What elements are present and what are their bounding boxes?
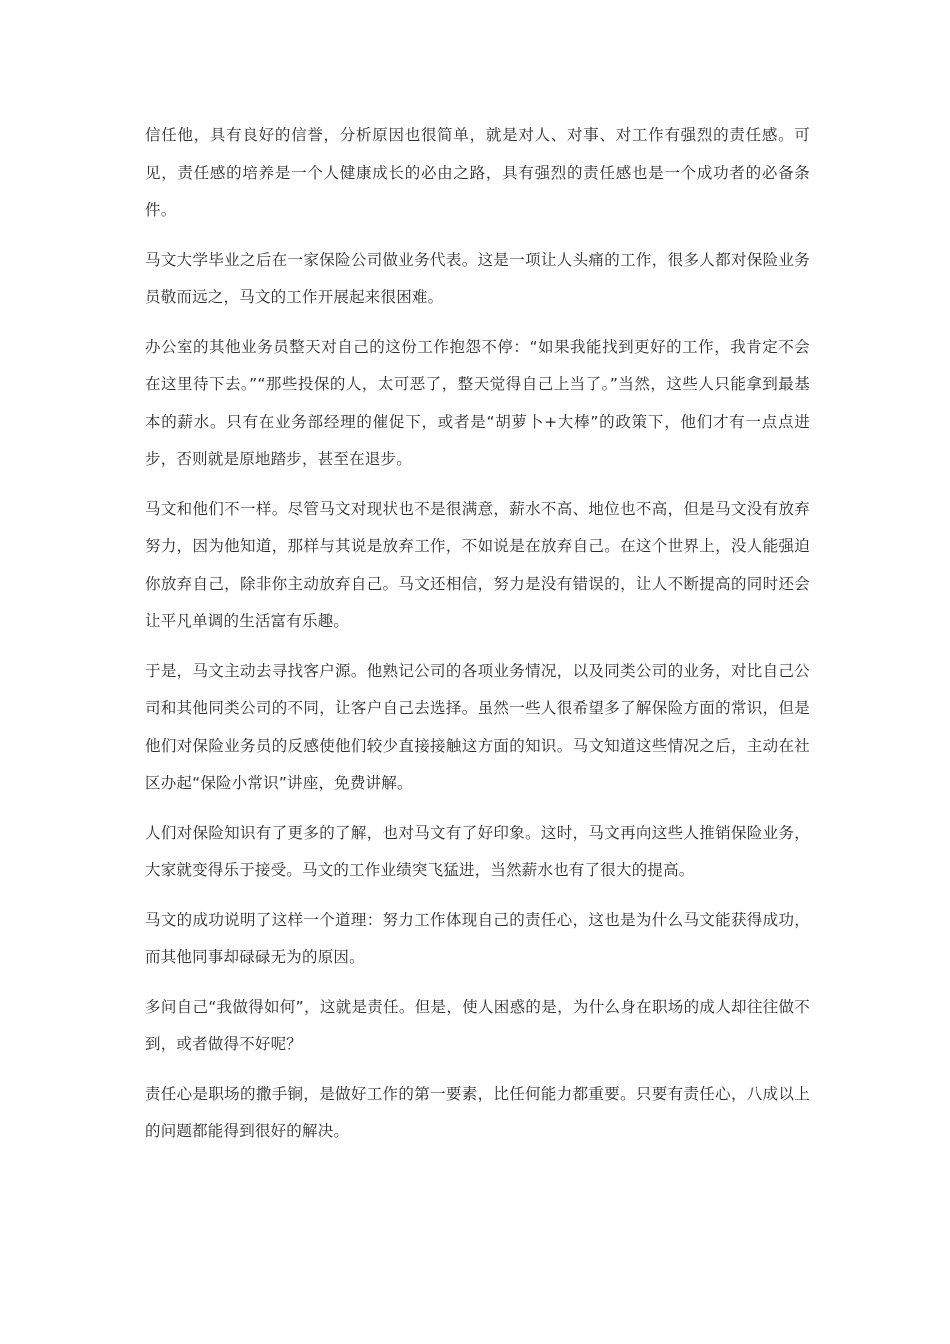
paragraph-3: 办公室的其他业务员整天对自己的这份工作抱怨不停：“如果我能找到更好的工作，我肯定不会在这里待下去。”“那些投保的人，太可恶了，整天觉得自己上当了。”当然，这些人只能拿到最基本的薪水。只有在业务部经理的催促下，或者是“胡萝卜+大棒”的政策下，他们才有一点点进步，否则就是原地踏步，甚至在退步。: [145, 337, 810, 468]
paragraph-1: 信任他，具有良好的信誉，分析原因也很简单，就是对人、对事、对工作有强烈的责任感。可见，责任感的培养是一个人健康成长的必由之路，具有强烈的责任感也是一个成功者的必备条件。: [145, 126, 810, 219]
paragraph-9: 责任心是职场的撒手锏，是做好工作的第一要素，比任何能力都重要。只要有责任心，八成以上的问题都能得到很好的解决。: [145, 1084, 810, 1140]
article-body: [145, 117, 810, 1163]
paragraph-5: 于是，马文主动去寻找客户源。他熟记公司的各项业务情况，以及同类公司的业务，对比自己公司和其他同类公司的不同，让客户自己去选择。虽然一些人很希望多了解保险方面的常识，但是他们对保险业务员的反感使他们较少直接接触这方面的知识。马文知道这些情况之后，主动在社区办起“保险小常识”讲座，免费讲解。: [145, 661, 810, 792]
paragraph-4: 马文和他们不一样。尽管马文对现状也不是很满意，薪水不高、地位也不高，但是马文没有放弃努力，因为他知道，那样与其说是放弃工作，不如说是在放弃自己。在这个世界上，没人能强迫你放弃自己，除非你主动放弃自己。马文还相信，努力是没有错误的，让人不断提高的同时还会让平凡单调的生活富有乐趣。: [145, 499, 810, 630]
paragraph-7: 马文的成功说明了这样一个道理：努力工作体现自己的责任心，这也是为什么马文能获得成功，而其他同事却碌碌无为的原因。: [145, 910, 810, 966]
paragraph-6: 人们对保险知识有了更多的了解，也对马文有了好印象。这时，马文再向这些人推销保险业务，大家就变得乐于接受。马文的工作业绩突飞猛进，当然薪水也有了很大的提高。: [145, 823, 810, 879]
paragraph-8: 多问自己“我做得如何”，这就是责任。但是，使人困惑的是，为什么身在职场的成人却往往做不到，或者做得不好呢？: [145, 997, 810, 1053]
paragraph-2: 马文大学毕业之后在一家保险公司做业务代表。这是一项让人头痛的工作，很多人都对保险业务员敬而远之，马文的工作开展起来很困难。: [145, 250, 810, 306]
